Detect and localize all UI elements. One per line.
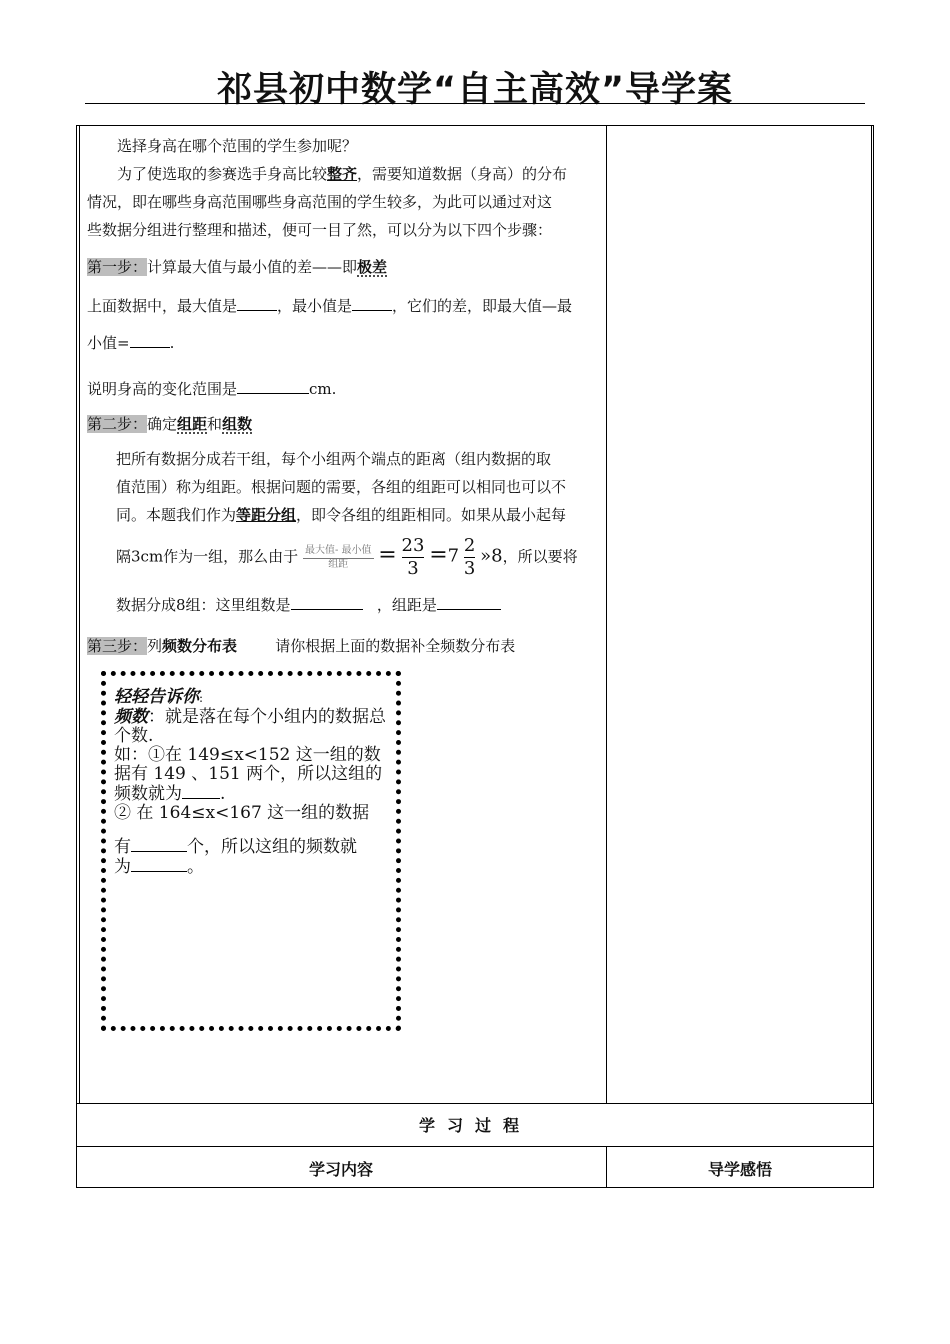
keyword-uniform: 整齐	[327, 165, 358, 183]
tip-example-1: 如：①在 149≤x<152 这一组的数据有 149 、151 两个，所以这组的频数就为	[114, 745, 383, 804]
keyword-equal-interval: 等距分组	[236, 506, 297, 524]
example1-blank[interactable]	[182, 784, 220, 799]
step3-label: 第三步：	[87, 637, 148, 655]
difference-blank[interactable]	[130, 333, 170, 348]
fraction-2-denominator: 3	[463, 558, 476, 579]
step1-line2-a: 小值=	[87, 334, 130, 352]
tip-term: 频数	[114, 707, 148, 727]
intro-line-c: 情况，即在哪些身高范围哪些身高范围的学生较多，为此可以通过对这	[87, 193, 553, 211]
step2-paragraph	[116, 445, 600, 529]
page-title: 祁县初中数学“自主高效”导学案	[216, 70, 733, 110]
step1-line3-b: cm.	[309, 380, 337, 398]
step2-line4-b: ，所以要将	[502, 547, 578, 566]
title-rule	[85, 103, 865, 104]
intro-text-b: ，需要知道数据（身高）的分布	[357, 165, 568, 183]
step3-heading	[87, 632, 599, 660]
intro-line-d: 些数据分组进行整理和描述，便可一目了然，可以分为以下四个步骤：	[87, 221, 553, 239]
example2-count-blank[interactable]	[131, 837, 187, 852]
step2-line2: 值范围）称为组距。根据问题的需要，各组的组距可以相同也可以不	[116, 478, 567, 496]
tip-example-2-b: 有	[114, 837, 131, 857]
tip-example-2-c: 个，所以这组的频数就	[187, 837, 357, 857]
equals-sign-2: =	[429, 542, 448, 568]
row-divider-2	[76, 1146, 874, 1147]
frame-inner-left	[79, 125, 80, 1103]
tip-example-2-e: 。	[187, 857, 204, 877]
step2-text: 确定	[147, 415, 178, 433]
step1-line3-a: 说明身高的变化范围是	[87, 380, 238, 398]
tip-definition: 就是落在每个小组内的数据总个数.	[114, 707, 386, 746]
fraction-denominator: 组距	[328, 558, 349, 570]
step1-line1-b: ，最小值是	[277, 297, 353, 315]
equals-sign-1: =	[378, 542, 397, 568]
range-over-interval-fraction	[303, 545, 374, 571]
eight-value: 8	[491, 545, 503, 567]
frame-inner-right	[871, 125, 872, 1103]
step1-line2	[87, 329, 599, 357]
step3-instruction: 请你根据上面的数据补全频数分布表	[275, 637, 516, 655]
group-interval-blank[interactable]	[437, 595, 501, 610]
step1-label: 第一步：	[87, 258, 148, 276]
step1-line2-b: .	[169, 334, 175, 352]
step2-line5-b: ，组距是	[376, 596, 437, 614]
step2-heading	[87, 410, 599, 438]
group-count-blank[interactable]	[291, 595, 363, 610]
example2-frequency-blank[interactable]	[131, 857, 187, 872]
step2-line3	[116, 501, 600, 529]
tip-term-colon: ：	[148, 707, 165, 727]
column-divider	[606, 125, 607, 1103]
fraction-23-over-3	[402, 535, 425, 580]
tip-example-1-end: .	[220, 784, 226, 804]
range-blank[interactable]	[237, 379, 309, 394]
step1-line1-c: ，它们的差，即最大值—最	[392, 297, 573, 315]
intro-question: 选择身高在哪个范围的学生参加呢？	[117, 137, 358, 155]
step1-line3	[87, 375, 599, 403]
fraction-23-denominator: 3	[407, 558, 419, 579]
mixed-whole: 7	[447, 545, 460, 567]
step2-line4-a: 隔3cm作为一组，那么由于	[116, 547, 299, 566]
step1-heading	[87, 253, 599, 281]
learning-reflection-heading: 导学感悟	[707, 1160, 772, 1179]
step2-line1: 把所有数据分成若干组，每个小组两个端点的距离（组内数据的取	[116, 450, 552, 468]
intro-paragraph	[87, 160, 599, 188]
keyword-range: 极差	[357, 258, 388, 276]
step2-line3-a: 同。本题我们作为	[116, 506, 237, 524]
fraction-2-numerator: 2	[463, 535, 476, 556]
step2-and: 和	[207, 415, 223, 433]
fraction-23-numerator: 23	[401, 535, 425, 556]
max-value-blank[interactable]	[237, 296, 277, 311]
learning-process-heading: 学习过程	[418, 1116, 531, 1135]
tip-title-colon: :	[199, 691, 204, 705]
step2-label: 第二步：	[87, 415, 148, 433]
tip-title: 轻轻告诉你	[114, 687, 199, 707]
approx-sign: »	[480, 545, 492, 567]
keyword-frequency-table: 频数分布表	[162, 637, 238, 655]
step2-line5-a: 数据分成8组：这里组数是	[116, 596, 291, 614]
tip-content	[114, 688, 394, 877]
keyword-interval: 组距	[177, 415, 208, 433]
step3-text: 列	[147, 637, 163, 655]
step1-line1	[87, 292, 599, 320]
intro-section	[87, 132, 599, 244]
fraction-2-over-3	[464, 535, 475, 580]
min-value-blank[interactable]	[352, 296, 392, 311]
fraction-numerator: 最大值- 最小值	[303, 545, 374, 559]
step2-line3-b: ，即令各组的组距相同。如果从最小起每	[296, 506, 567, 524]
tip-example-2-d: 为	[114, 857, 131, 877]
step1-line1-a: 上面数据中，最大值是	[87, 297, 238, 315]
row-divider-1	[76, 1103, 874, 1104]
step2-formula-line	[116, 535, 600, 580]
step1-text: 计算最大值与最小值的差——即	[147, 258, 358, 276]
step2-line5	[116, 591, 600, 619]
keyword-group-count: 组数	[222, 415, 253, 433]
intro-text-a: 为了使选取的参赛选手身高比较	[117, 165, 328, 183]
learning-content-heading: 学习内容	[308, 1160, 373, 1179]
tip-example-2: ② 在 164≤x<167 这一组的数据	[114, 803, 370, 823]
